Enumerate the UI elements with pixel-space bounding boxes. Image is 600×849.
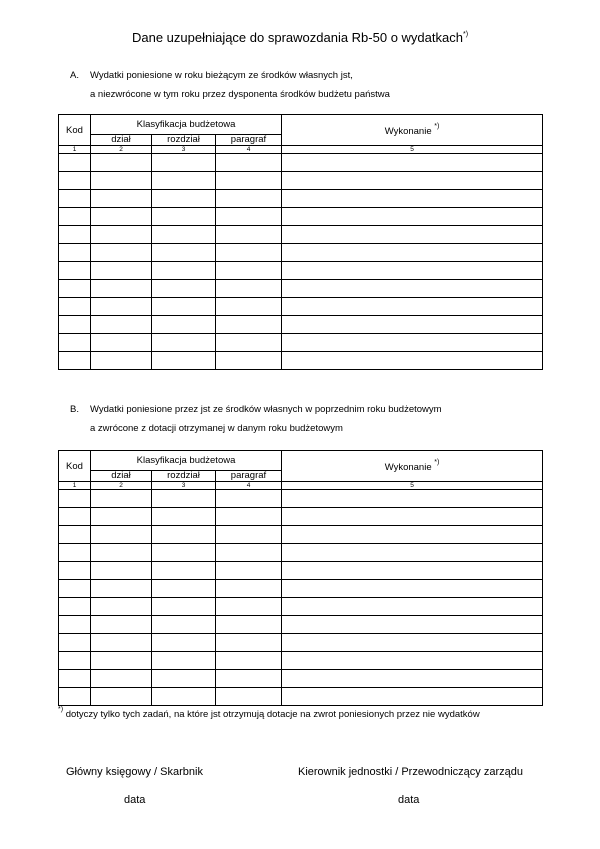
section-a-marker: A. bbox=[70, 70, 79, 81]
header-paragraf: paragraf bbox=[216, 471, 282, 482]
page-title: Dane uzupełniające do sprawozdania Rb-50 o wydatkach*) bbox=[131, 30, 469, 45]
section-b-line1: Wydatki poniesione przez jst ze środków własnych w poprzednim roku budżetowym bbox=[90, 404, 442, 415]
table-row[interactable] bbox=[59, 280, 543, 298]
header-kod: Kod bbox=[59, 115, 91, 146]
footnote-marker: *) bbox=[462, 31, 469, 38]
table-row[interactable] bbox=[59, 670, 543, 688]
table-row[interactable] bbox=[59, 616, 543, 634]
table-row[interactable] bbox=[59, 544, 543, 562]
table-row[interactable] bbox=[59, 334, 543, 352]
table-row[interactable] bbox=[59, 352, 543, 370]
table-row[interactable] bbox=[59, 598, 543, 616]
table-row[interactable] bbox=[59, 226, 543, 244]
right-signature-title: Kierownik jednostki / Przewodniczący zarządu bbox=[298, 766, 523, 778]
table-row[interactable] bbox=[59, 262, 543, 280]
column-numbers-row: 1 2 3 4 5 bbox=[59, 146, 543, 154]
table-row[interactable] bbox=[59, 190, 543, 208]
table-row[interactable] bbox=[59, 652, 543, 670]
header-kod: Kod bbox=[59, 451, 91, 482]
right-date-label: data bbox=[398, 794, 420, 806]
header-rozdzial: rozdział bbox=[152, 135, 216, 146]
header-dzial: dział bbox=[91, 471, 152, 482]
table-b bbox=[58, 450, 543, 706]
table-row[interactable] bbox=[59, 580, 543, 598]
section-b-line2: a zwrócone z dotacji otrzymanej w danym roku budżetowym bbox=[90, 423, 343, 434]
table-a bbox=[58, 114, 543, 370]
table-row[interactable] bbox=[59, 298, 543, 316]
table-row[interactable] bbox=[59, 154, 543, 172]
section-a-description bbox=[70, 66, 390, 104]
header-wykonanie: Wykonanie *) bbox=[282, 115, 543, 146]
left-date-label: data bbox=[124, 794, 146, 806]
left-signature-title: Główny księgowy / Skarbnik bbox=[66, 766, 203, 778]
header-klasyfikacja: Klasyfikacja budżetowa bbox=[91, 451, 282, 471]
section-a-line1: Wydatki poniesione w roku bieżącym ze środków własnych jst, bbox=[90, 70, 353, 81]
table-row[interactable] bbox=[59, 208, 543, 226]
header-klasyfikacja: Klasyfikacja budżetowa bbox=[91, 115, 282, 135]
section-a-line2: a niezwrócone w tym roku przez dysponenta środków budżetu państwa bbox=[90, 89, 390, 100]
table-row[interactable] bbox=[59, 634, 543, 652]
section-b-marker: B. bbox=[70, 404, 79, 415]
table-row[interactable] bbox=[59, 526, 543, 544]
column-numbers-row: 1 2 3 4 5 bbox=[59, 482, 543, 490]
table-row[interactable] bbox=[59, 508, 543, 526]
table-row[interactable] bbox=[59, 244, 543, 262]
section-b-description bbox=[70, 400, 442, 438]
footnote: *) dotyczy tylko tych zadań, na które jst otrzymują dotacje na zwrot poniesionych przez nie wydatków bbox=[58, 706, 480, 720]
table-row[interactable] bbox=[59, 562, 543, 580]
table-row[interactable] bbox=[59, 688, 543, 706]
header-paragraf: paragraf bbox=[216, 135, 282, 146]
header-rozdzial: rozdział bbox=[152, 471, 216, 482]
table-row[interactable] bbox=[59, 490, 543, 508]
header-dzial: dział bbox=[91, 135, 152, 146]
table-row[interactable] bbox=[59, 316, 543, 334]
header-wykonanie: Wykonanie *) bbox=[282, 451, 543, 482]
table-row[interactable] bbox=[59, 172, 543, 190]
